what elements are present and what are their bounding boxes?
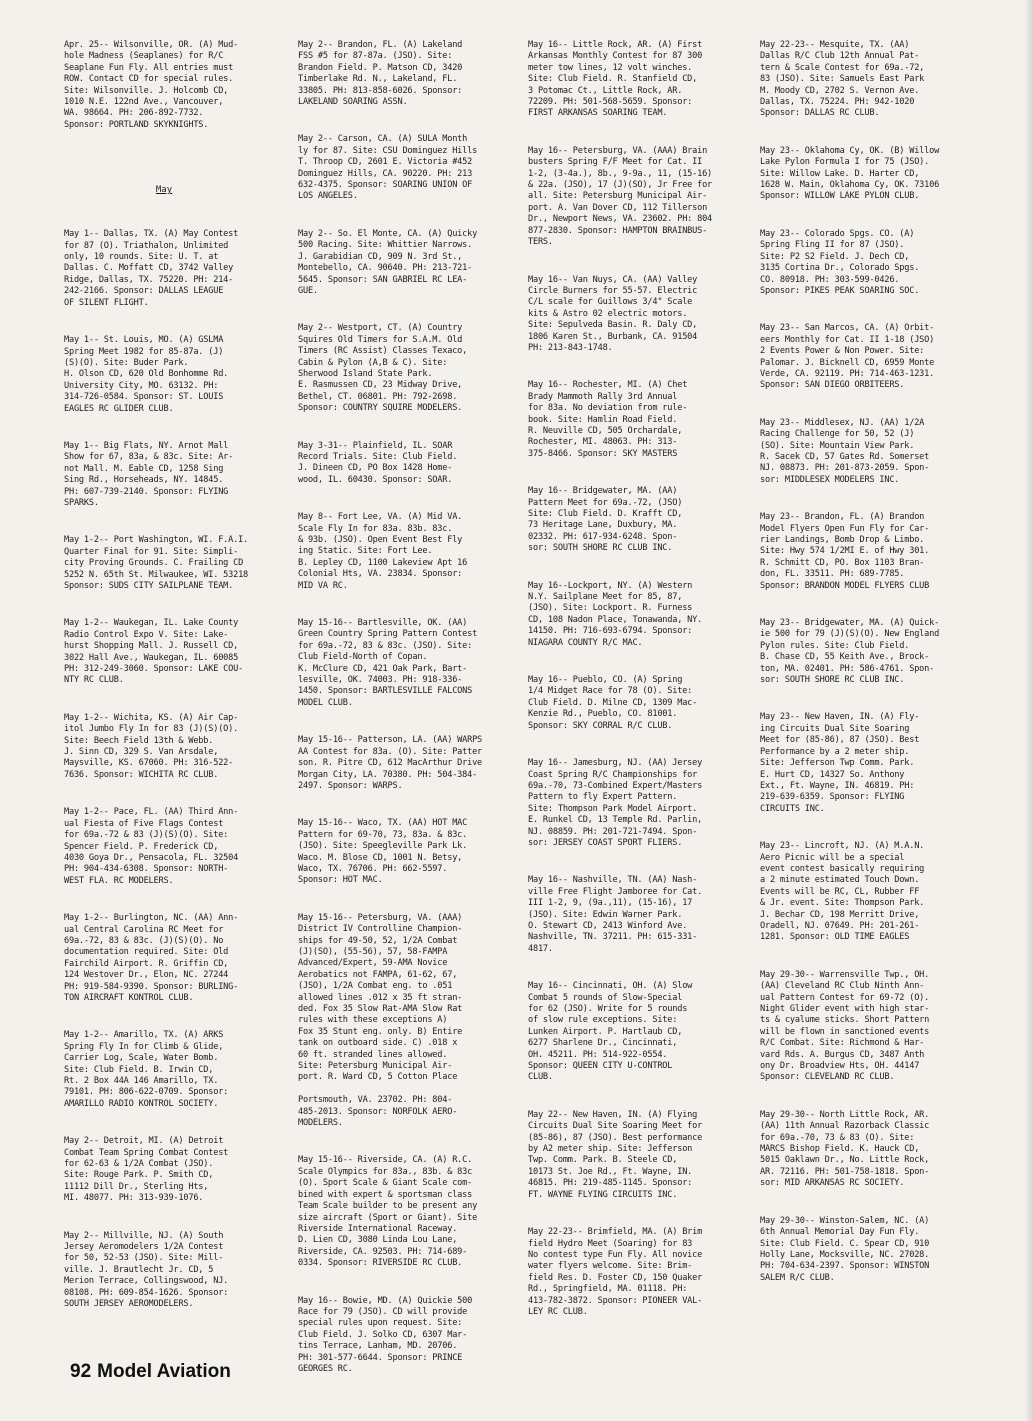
contest-listing: May 1-- Big Flats, NY. Arnot Mall Show for 67, 83a, & 83c. Site: Ar- not Mall. M. Eable CD, 1258 Sing Sing Rd., Horseheads, NY. 14845. PH: 607-739-2140. Sponsor: FLYING SPARKS. (64, 440, 234, 508)
contest-listing: May 1-2-- Burlington, NC. (AA) Ann- ual Central Carolina RC Meet for 69a.-72, 83 & 83c. (J)(S)(O). No documentation required. Site: Old Fairchild Airport. R. Griffin CD, 124 Westover Dr., Elon, NC. 27244 PH: 919-584-9390. Sponsor: BURLING- TON AIRCRAFT KONTROL CLUB. (64, 913, 239, 1003)
contest-listing: May 29-30-- Warrensville Twp., OH. (AA) Cleveland RC Club Ninth Ann- ual Pattern Contest for 69-72 (O). Night Glider event with high star- ts & cyalume sticks. Short Pattern will be flown in sanctioned events R/C Combat. Site: Richmond & Har- vard Rds. A. Burgus CD, 3487 Anth ony Dr. Broadview Hts, OH. 44147 Sponsor: CLEVELAND RC CLUB. (760, 969, 930, 1083)
contest-listing: May 23-- Oklahoma Cy, OK. (B) Willow Lake Pylon Formula I for 75 (JSO). Site: Willow Lake. D. Harter CD, 1628 W. Main, Oklahoma Cy, OK. 73106 Sponsor: WILLOW LAKE PYLON CLUB. (760, 145, 940, 202)
month-heading: May (155, 185, 173, 196)
contest-listing: May 2-- Detroit, MI. (A) Detroit Combat Team Spring Combat Contest for 62-63 & 1/2A Combat (JSO). Site: Rouge Park. P. Smith CD, 11112 Dill Dr., Sterling Hts, MI. 48077. PH: 313-939-1076. (64, 1136, 229, 1204)
contest-listing: May 16-- Rochester, MI. (A) Chet Brady Mammoth Rally 3rd Annual for 83a. No deviation from rule- book. Site: Hamlin Road Field. R. Neuville CD, 505 Orchardale, Rochester, MI. 48063. PH: 313- 375-8466. Sponsor: SKY MASTERS (528, 380, 688, 459)
contest-listing: May 8-- Fort Lee, VA. (A) Mid VA. Scale Fly In for 83a. 83b. 83c. & 93b. (JSO). Open Event Best Fly ing Static. Site: Fort Lee. B. Lepley CD, 1100 Lakeview Apt 16 Colonial Hts, VA. 23834. Sponsor: MID VA RC. (298, 512, 468, 591)
contest-listing: May 22-23-- Mesquite, TX. (AA) Dallas R/C Club 12th Annual Pat- tern & Scale Contest for 69a.-72, 83 (JSO). Site: Samuels East Park M. Moody CD, 2702 S. Vernon Ave. Dallas, TX. 75224. PH: 942-1020 Sponsor: DALLAS RC CLUB. (760, 40, 925, 119)
contest-listing: May 1-- St. Louis, MO. (A) GSLMA Spring Meet 1982 for 85-87a. (J) (S)(O). Site: Buder Park. H. Olson CD, 620 Old Bonhomme Rd. University City, MO. 63132. PH: 314-726-0584. Sponsor: ST. LOUIS EAGLES RC GLIDER CLUB. (64, 335, 229, 414)
contest-listing: May 2-- Westport, CT. (A) Country Squires Old Timers for S.A.M. Old Timers (RC Assist) Classes Texaco, Cabin & Pylon (A,B & C). Site: Sherwood Island State Park. E. Rasmussen CD, 23 Midway Drive, Bethel, CT. 06801. PH: 792-2698. Sponsor: COUNTRY SQUIRE MODELERS. (298, 323, 468, 414)
contest-listing: May 16-- Jamesburg, NJ. (AA) Jersey Coast Spring R/C Championships for 69a.-70, 73-Combined Expert/Masters Pattern to fly Expert Pattern. Site: Thompson Park Model Airport. E. Runkel CD, 13 Temple Rd. Parlin, NJ. 08859. PH: 201-721-7494. Spon- sor: JERSEY COAST SPORT FLIERS. (528, 758, 703, 848)
contest-listing: May 22-23-- Brimfield, MA. (A) Brim field Hydro Meet (Soaring) for 83 No contest type Fun Fly. All novice water flyers welcome. Site: Brim- field Res. D. Foster CD, 150 Quaker Rd., Springfield, MA. 01118. PH: 413-782-3872. Sponsor: PIONEER VAL- LEY RC CLUB. (528, 1227, 703, 1317)
contest-listing: May 1-- Dallas, TX. (A) May Contest for 87 (O). Triathalon, Unlimited only, 10 rounds. Site: U. T. at Dallas. C. Moffatt CD, 3742 Valley Ridge, Dallas, TX. 75220. PH: 214- 242-2166. Sponsor: DALLAS LEAGUE OF SILENT FLIGHT. (64, 229, 239, 308)
contest-listing: May 15-16-- Bartlesville, OK. (AA) Green Country Spring Pattern Contest for 69a.-72, 83 & 83c. (JSO). Site: Club Field-North of Copan. K. McClure CD, 421 Oak Park, Bart- lesville, OK. 74003. PH: 918-336- 1450. Sponsor: BARTLESVILLE FALCONS MODEL CLUB. (298, 618, 478, 708)
contest-listing: May 23-- Lincroft, NJ. (A) M.A.N. Aero Picnic will be a special event contest basically requiring a 2 minute estimated Touch Down. Events will be RC, CL, Rubber FF & Jr. event. Site: Thompson Park. J. Bechar CD, 198 Merritt Drive, Oradell, NJ. 07649. PH: 201-261- 1281. Sponsor: OLD TIME EAGLES (760, 841, 925, 943)
contest-listing: May 3-31-- Plainfield, IL. SOAR Record Trials. Site: Club Field. J. Dineen CD, PO Box 1428 Home- wood, IL. 60430. Sponsor: SOAR. (298, 440, 458, 485)
page-edge-shadow (1025, 0, 1033, 1421)
page-footer (70, 1361, 231, 1383)
contest-listing: May 16-- Cincinnati, OH. (A) Slow Combat 5 rounds of Slow-Special for 62 (JSO). Write for 5 rounds of slow rule exceptions. Site: Lunken Airport. P. Hartlaub CD, 6277 Sharlene Dr., Cincinnati, OH. 45211. PH: 514-922-0554. Sponsor: QUEEN CITY U-CONTROL CLUB. (528, 981, 693, 1083)
contest-listing: May 16-- Little Rock, AR. (A) First Arkansas Monthly Contest for 87 300 meter tow lines, 12 volt winches. Site: Club Field. R. Stanfield CD, 3 Potomac Ct., Little Rock, AR. 72209. PH: 501-568-5659. Sponsor: FIRST ARKANSAS SOARING TEAM. (528, 40, 703, 119)
contest-listing: May 15-16-- Petersburg, VA. (AAA) District IV Controlline Champion- ships for 49-50, 52, 1/2A Combat (J)(SO), (55-56), 57, 58-FAMPA Advanced/Expert, 59-AMA Novice Aerobatics not FAMPA, 61-62, 67, (JSO), 1/2A Combat eng. to .051 allowed lines .012 x 35 ft stran- ded. Fox 35 Slow Rat-AMA Slow Rat rules with these exceptions A) Fox 35 Stunt eng. only. B) Entire tank on outboard side. C) .018 x 60 ft. stranded lines allowed. Site: Petersburg Municipal Air- port. R. Ward CD, 5 Cotton Place Portsmouth, VA. 23702. PH: 804- 485-2013. Sponsor: NORFOLK AERO- MODELERS. (298, 912, 463, 1129)
contest-listing: May 1-2-- Wichita, KS. (A) Air Cap- itol Jumbo Fly In for 83 (J)(S)(O). Site: Beech Field 13th & Webb. J. Sinn CD, 329 S. Van Arsdale, Maysville, KS. 67060. PH: 316-522- 7636. Sponsor: WICHITA RC CLUB. (64, 712, 239, 780)
contest-listing: May 1-2-- Waukegan, IL. Lake County Radio Control Expo V. Site: Lake- hurst Shopping Mall. J. Russell CD, 3022 Hall Ave., Waukegan, IL. 60085 PH: 312-249-3060. Sponsor: LAKE COU- NTY RC CLUB. (64, 618, 244, 686)
column-2 (298, 40, 513, 1401)
contest-listing: May 15-16-- Waco, TX. (AA) HOT MAC Pattern for 69-70, 73, 83a. & 83c. (JSO). Site: Speegleville Park Lk. Waco. M. Blose CD, 1001 N. Betsy, Waco, TX. 76706. PH: 662-5597. Sponsor: HOT MAC. (298, 818, 468, 886)
contest-listing: May 2-- So. El Monte, CA. (A) Quicky 500 Racing. Site: Whittier Narrows. J. Garabidian CD, 909 N. 3rd St., Montebello, CA. 90640. PH: 213-721- 5645. Sponsor: SAN GABRIEL RC LEA- GUE. (298, 228, 478, 296)
page-number: 92 (70, 1361, 92, 1382)
column-3 (528, 40, 743, 1344)
contest-listing: May 23-- San Marcos, CA. (A) Orbit- eers Monthly for Cat. II 1-18 (JSO) 2 Events Power & Non Power. Site: Palomar. J. Bicknell CD, 6959 Monte Verde, CA. 92119. PH: 714-463-1231. Sponsor: SAN DIEGO ORBITEERS. (760, 323, 935, 391)
contest-listing: May 16-- Bowie, MD. (A) Quickie 500 Race for 79 (JSO). CD will provide special rules upon request. Site: Club Field. J. Solko CD, 6307 Mar- tins Terrace, Lanham, MD. 20706. PH: 301-577-6644. Sponsor: PRINCE GEORGES RC. (298, 1295, 473, 1374)
contest-listing: May 1-2-- Pace, FL. (AA) Third Ann- ual Fiesta of Five Flags Contest for 69a.-72 & 83 (J)(S)(O). Site: Spencer Field. P. Frederick CD, 4030 Goya Dr., Pensacola, FL. 32504 PH: 904-434-6308. Sponsor: NORTH- WEST FLA. RC MODELERS. (64, 807, 239, 886)
column-4 (760, 40, 975, 1310)
publication-name: Model Aviation (97, 1361, 231, 1382)
contest-listing: May 15-16-- Riverside, CA. (A) R.C. Scale Olympics for 83a., 83b. & 83c (O). Sport Scale & Giant Scale com- bined with expert & sportsman class Team Scale builder to be present any size aircraft (Sport or Giant). Site Riverside International Raceway. D. Lien CD, 3080 Linda Lou Lane, Riverside, CA. 92503. PH: 714-689- 0334. Sponsor: RIVERSIDE RC CLUB. (298, 1155, 478, 1269)
contest-listing: May 29-30-- North Little Rock, AR. (AA) 11th Annual Razorback Classic for 69a.-70, 73 & 83 (O). Site: MARCS Bishop Field. K. Hauck CD, 5015 Oaklawn Dr., No. Little Rock, AR. 72116. PH: 501-758-1818. Spon- sor: MID ARKANSAS RC SOCIETY. (760, 1109, 930, 1189)
contest-listing: May 16-- Bridgewater, MA. (AA) Pattern Meet for 69a.-72, (JSO) Site: Club Field. D. Krafft CD, 73 Heritage Lane, Duxbury, MA. 02332. PH: 617-934-6248. Spon- sor: SOUTH SHORE RC CLUB INC. (528, 486, 683, 554)
contest-listing: May 16-- Nashville, TN. (AA) Nash- ville Free Flight Jamboree for Cat. III 1-2, 9, (9a.,11), (15-16), 17 (JSO). Site: Edwin Warner Park. O. Stewart CD, 2413 Winford Ave. Nashville, TN. 37211. PH: 615-331- 4817. (528, 875, 703, 954)
contest-listing: May 22-- New Haven, IN. (A) Flying Circuits Dual Site Soaring Meet for (85-86), 87 (JSO). Best performance by A2 meter ship. Site: Jefferson Twp. Comm. Park. B. Steele CD, 10173 St. Joe Rd., Ft. Wayne, IN. 46815. PH: 219-485-1145. Sponsor: FT. WAYNE FLYING CIRCUITS INC. (528, 1109, 703, 1200)
contest-listing: May 16-- Van Nuys, CA. (AA) Valley Circle Burners for 55-57. Electric C/L scale for Guillows 3/4" Scale kits & Astro 02 electric motors. Site: Sepulveda Basin. R. Daly CD, 1806 Karen St., Burbank, CA. 91504 PH: 213-843-1748. (528, 274, 698, 353)
contest-listing: May 1-2-- Amarillo, TX. (A) ARKS Spring Fly In for Climb & Glide, Carrier Log, Scale, Water Bomb. Site: Club Field. B. Irwin CD, Rt. 2 Box 44A 146 Amarillo, TX. 79101. PH: 806-622-0709. Sponsor: AMARILLO RADIO KONTROL SOCIETY. (64, 1030, 229, 1109)
contest-listing: May 23-- New Haven, IN. (A) Fly- ing Circuits Dual Site Soaring Meet for (85-86), 87 (JSO). Best Performance by a 2 meter ship. Site: Jefferson Twp Comm. Park. E. Hurt CD, 14327 So. Anthony Ext., Ft. Wayne, IN. 46819. PH: 219-639-6359. Sponsor: FLYING CIRCUITS INC. (760, 712, 920, 814)
contest-listing: May 16-- Petersburg, VA. (AAA) Brain busters Spring F/F Meet for Cat. II 1-2, (3-4a.), 8b., 9-9a., 11, (15-16) & 22a. (JSO), 17 (J)(SO), Jr Free for all. Site: Petersburg Municipal Air- port. A. Van Dover CD, 112 Tillerson Dr., Newport News, VA. 23602. PH: 804 877-2830. Sponsor: HAMPTON BRAINBUS- TERS. (528, 145, 713, 248)
column-1 (64, 40, 279, 1337)
contest-listing: May 1-2-- Port Washington, WI. F.A.I. Quarter Final for 91. Site: Simpli- city Proving Grounds. C. Frailing CD 5252 N. 65th St. Milwaukee, WI. 53218 Sponsor: SUDS CITY SAILPLANE TEAM. (64, 535, 249, 591)
contest-listing: May 16-- Pueblo, CO. (A) Spring 1/4 Midget Race for 78 (O). Site: Club Field. D. Milne CD, 1309 Mac- Kenzie Rd., Pueblo, CO. 81001. Sponsor: SKY CORRAL R/C CLUB. (528, 675, 698, 731)
contest-listing: May 23-- Brandon, FL. (A) Brandon Model Flyers Open Fun Fly for Car- rier Landings, Bomb Drop & Limbo. Site: Hwy 574 1/2MI E. of Hwy 301. R. Schmitt CD, PO. Box 1103 Bran- don, FL. 33511. PH: 689-7785. Sponsor: BRANDON MODEL FLYERS CLUB (760, 512, 930, 591)
contest-listing: May 29-30-- Winston-Salem, NC. (A) 6th Annual Memorial Day Fun Fly. Site: Club Field. C. Spear CD, 910 Holly Lane, Mocksville, NC. 27028. PH: 704-634-2397. Sponsor: WINSTON SALEM R/C CLUB. (760, 1215, 930, 1283)
contest-listing: May 23-- Middlesex, NJ. (AA) 1/2A Racing Challenge for 50, 52 (J) (SO). Site: Mountain View Park. R. Sacek CD, 57 Gates Rd. Somerset NJ. 08873. PH: 201-873-2059. Spon- sor: MIDDLESEX MODELERS INC. (760, 417, 930, 485)
contest-listing: May 23-- Bridgewater, MA. (A) Quick- ie 500 for 79 (J)(S)(O). New England Pylon rules. Site: Club Field. B. Chase CD, 55 Keith Ave., Brock- ton, MA. 02401. PH: 586-4761. Spon- sor: SOUTH SHORE RC CLUB INC. (760, 618, 940, 686)
contest-listing: Apr. 25-- Wilsonville, OR. (A) Mud- hole Madness (Seaplanes) for R/C Seaplane Fun Fly. All entries must ROW. Contact CD for special rules. Site: Wilsonville. J. Holcomb CD, 1010 N.E. 122nd Ave., Vancouver, WA. 98664. PH: 206-892-7732. Sponsor: PORTLAND SKYKNIGHTS. (64, 40, 239, 130)
contest-listing: May 2-- Millville, NJ. (A) South Jersey Aeromodelers 1/2A Contest for 50, 52-53 (JSO). Site: Mill- ville. J. Brautlecht Jr. CD, 5 Merion Terrace, Collingswood, NJ. 08108. PH: 609-854-1626. Sponsor: SOUTH JERSEY AEROMODELERS. (64, 1230, 229, 1310)
contest-listing: May 2-- Brandon, FL. (A) Lakeland FSS #5 for 87-87a. (JSO). Site: Brandon Field. P. Matson CD, 3420 Timberlake Rd. N., Lakeland, FL. 33805. PH: 813-858-6026. Sponsor: LAKELAND SOARING ASSN. (298, 40, 463, 108)
contest-listing: May 16--Lockport, NY. (A) Western N.Y. Sailplane Meet for 85, 87, (JSO). Site: Lockport. R. Furness CD, 108 Nadon Place, Tonawanda, NY. 14150. PH: 716-693-6794. Sponsor: NIAGARA COUNTY R/C MAC. (528, 580, 703, 648)
contest-listing: May 15-16-- Patterson, LA. (AA) WARPS AA Contest for 83a. (O). Site: Patter son. R. Pitre CD, 612 MacArthur Drive Morgan City, LA. 70380. PH: 504-384- 2497. Sponsor: WARPS. (298, 735, 483, 791)
contest-listing: May 23-- Colorado Spgs. CO. (A) Spring Fling II for 87 (JSO). Site: P2 S2 Field. J. Dech CD, 3135 Cortina Dr., Colorado Spgs. CO. 80918. PH: 303-599-0426. Sponsor: PIKES PEAK SOARING SOC. (760, 228, 920, 296)
contest-listing: May 2-- Carson, CA. (A) SULA Month ly for 87. Site: CSU Dominguez Hills T. Throop CD, 2601 E. Victoria #452 Dominguez Hills, CA. 90220. PH: 213 632-4375. Sponsor: SOARING UNION OF LOS ANGELES. (298, 134, 478, 202)
